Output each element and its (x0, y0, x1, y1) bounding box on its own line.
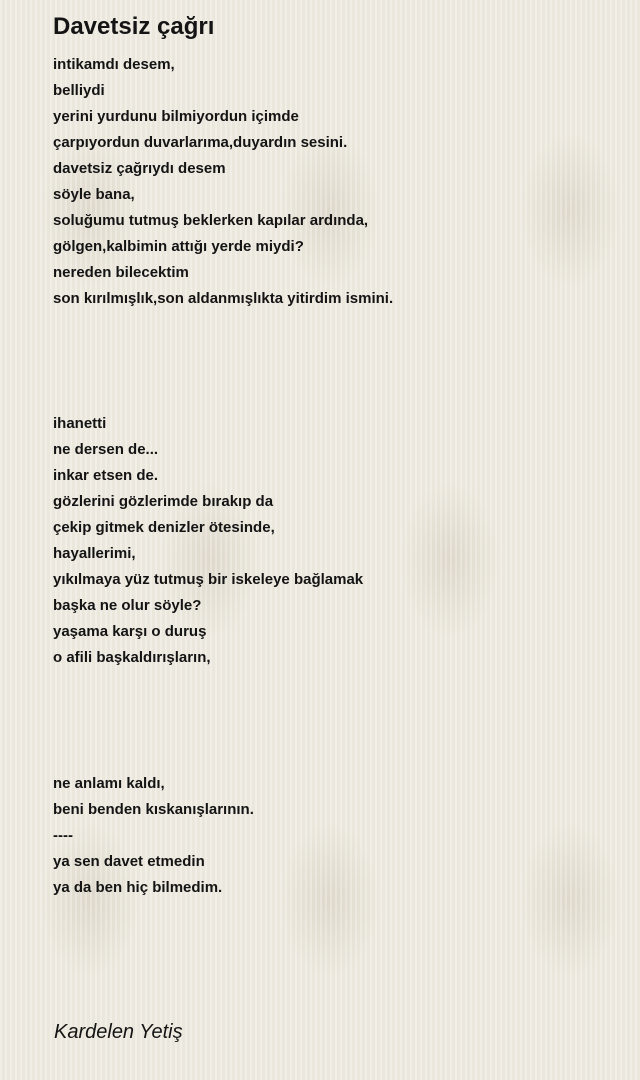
poem-line: ihanetti (53, 415, 107, 432)
poem-line: intikamdı desem, (53, 56, 175, 73)
poem-line: söyle bana, (53, 186, 135, 203)
poem-line: son kırılmışlık,son aldanmışlıkta yitirdim ismini. (53, 290, 394, 307)
stanza-2 (53, 411, 363, 671)
poem-line: hayallerimi, (53, 545, 136, 562)
poem-line: yıkılmaya yüz tutmuş bir iskeleye bağlamak (53, 571, 364, 588)
poem-line: o afili başkaldırışların, (53, 649, 211, 666)
poem-line: soluğumu tutmuş beklerken kapılar ardında, (53, 212, 369, 229)
poem-line: belliydi (53, 82, 105, 99)
stanza-3 (53, 771, 254, 901)
poem-line: çarpıyordun duvarlarıma,duyardın sesini. (53, 134, 348, 151)
stanza-1 (53, 52, 393, 312)
poem-title: Davetsiz çağrı (53, 13, 215, 40)
author-signature: Kardelen Yetiş (54, 1021, 183, 1043)
poem-line: inkar etsen de. (53, 467, 159, 484)
poem-line: çekip gitmek denizler ötesinde, (53, 519, 275, 536)
poem-line: başka ne olur söyle? (53, 597, 202, 614)
poem-line: ya da ben hiç bilmedim. (53, 879, 223, 896)
poem-line: ne anlamı kaldı, (53, 775, 165, 792)
poem-line: gölgen,kalbimin attığı yerde miydi? (53, 238, 304, 255)
poem-line: gözlerini gözlerimde bırakıp da (53, 493, 274, 510)
poem-line: nereden bilecektim (53, 264, 189, 281)
poem-line: davetsiz çağrıydı desem (53, 160, 226, 177)
poem-line: yerini yurdunu bilmiyordun içimde (53, 108, 299, 125)
poem-line: beni benden kıskanışlarının. (53, 801, 254, 818)
poem-line: ne dersen de... (53, 441, 159, 458)
poem-line: yaşama karşı o duruş (53, 623, 207, 640)
poem-line: ya sen davet etmedin (53, 853, 205, 870)
poem-line: ---- (53, 827, 73, 844)
